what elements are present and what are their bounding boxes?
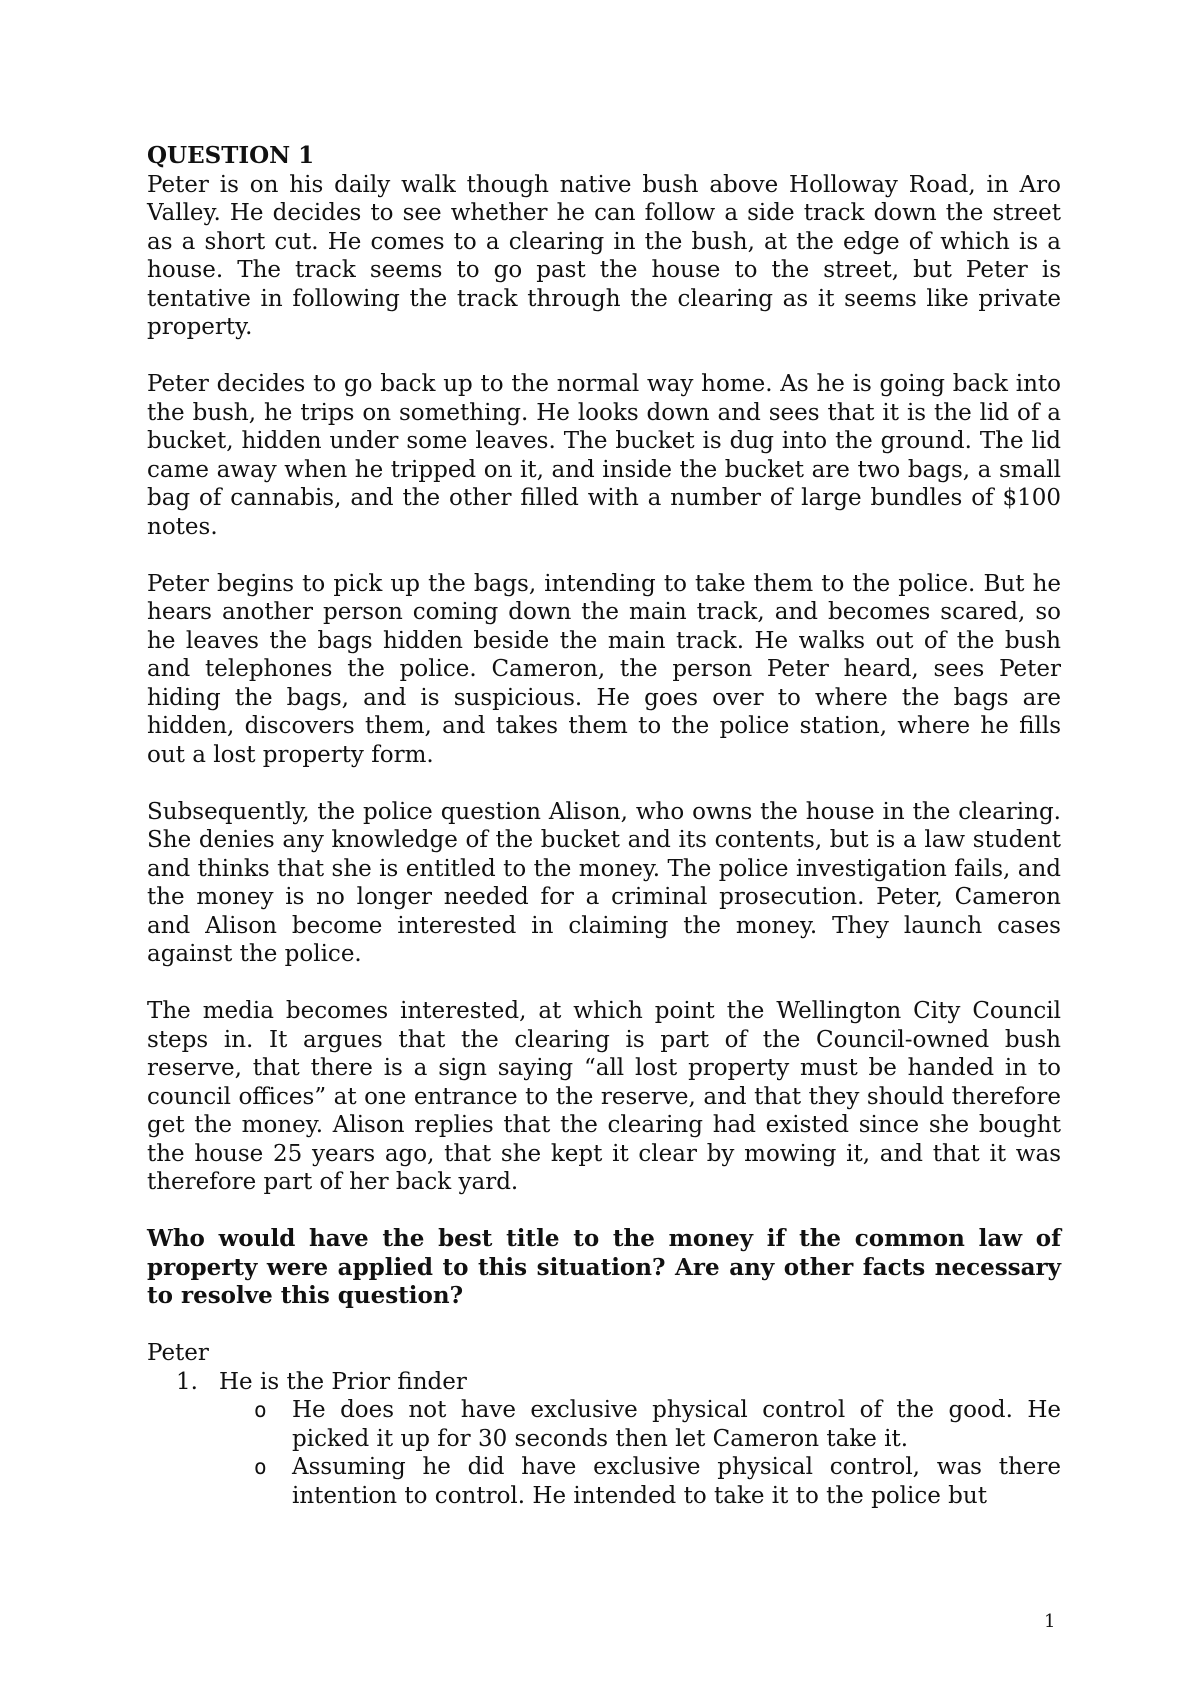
sub-item-2 xyxy=(147,1453,1061,1510)
party-name: Peter xyxy=(147,1340,209,1366)
bullet-icon: o xyxy=(254,1398,267,1422)
paragraph-1: Peter is on his daily walk though native bush above Holloway Road, in Aro Valley. He decides to see whether he can follow a side track down the street as a short cut. He comes to a clearing in the bush, at the edge of which is a house. The track seems to go past the house to the street, but Peter is tentative in following the track through the clearing as it seems like private property. xyxy=(147,171,1061,340)
sub-item-text: He does not have exclusive physical control of the good. He picked it up for 30 seconds then let Cameron take it. xyxy=(292,1397,1061,1452)
question-prompt: Who would have the best title to the money if the common law of property were applied to this situation? Are any other facts necessary to resolve this question? xyxy=(147,1225,1061,1309)
question-heading: QUESTION 1 xyxy=(147,142,315,169)
sub-item-1 xyxy=(147,1396,1061,1453)
paragraph-5: The media becomes interested, at which point the Wellington City Council steps in. It argues that the clearing is part of the Council-owned bush reserve, that there is a sign saying “all lost property must be handed in to council offices” at one entrance to the reserve, and that they should therefore get the money. Alison replies that the clearing had existed since she bought the house 25 years ago, that she kept it clear by mowing it, and that it was therefore part of her back yard. xyxy=(147,998,1061,1195)
paragraph-3: Peter begins to pick up the bags, intending to take them to the police. But he hears another person coming down the main track, and becomes scared, so he leaves the bags hidden beside the main track. He walks out of the bush and telephones the police. Cameron, the person Peter heard, sees Peter hiding the bags, and is suspicious. He goes over to where the bags are hidden, discovers them, and takes them to the police station, where he fills out a lost property form. xyxy=(147,570,1061,768)
page-number: 1 xyxy=(1044,1611,1056,1632)
paragraph-4: Subsequently, the police question Alison, who owns the house in the clearing. She denies any knowledge of the bucket and its contents, but is a law student and thinks that she is entitled to the money. The police investigation fails, and the money is no longer needed for a criminal prosecution. Peter, Cameron and Alison become interested in claiming the money. They launch cases against the police. xyxy=(147,798,1061,967)
bullet-icon: o xyxy=(254,1455,267,1479)
paragraph-2: Peter decides to go back up to the normal way home. As he is going back into the bush, he trips on something. He looks down and sees that it is the lid of a bucket, hidden under some leaves. The bucket is dug into the ground. The lid came away when he tripped on it, and inside the bucket are two bags, a small bag of cannabis, and the other filled with a number of large bundles of $100 notes. xyxy=(147,371,1061,540)
item-text: He is the Prior finder xyxy=(219,1368,467,1395)
sub-item-text: Assuming he did have exclusive physical control, was there intention to control. He intended to take it to the police but xyxy=(292,1454,1061,1509)
document-body xyxy=(147,142,1061,1510)
numbered-item xyxy=(147,1368,1061,1397)
item-number: 1. xyxy=(176,1368,198,1395)
